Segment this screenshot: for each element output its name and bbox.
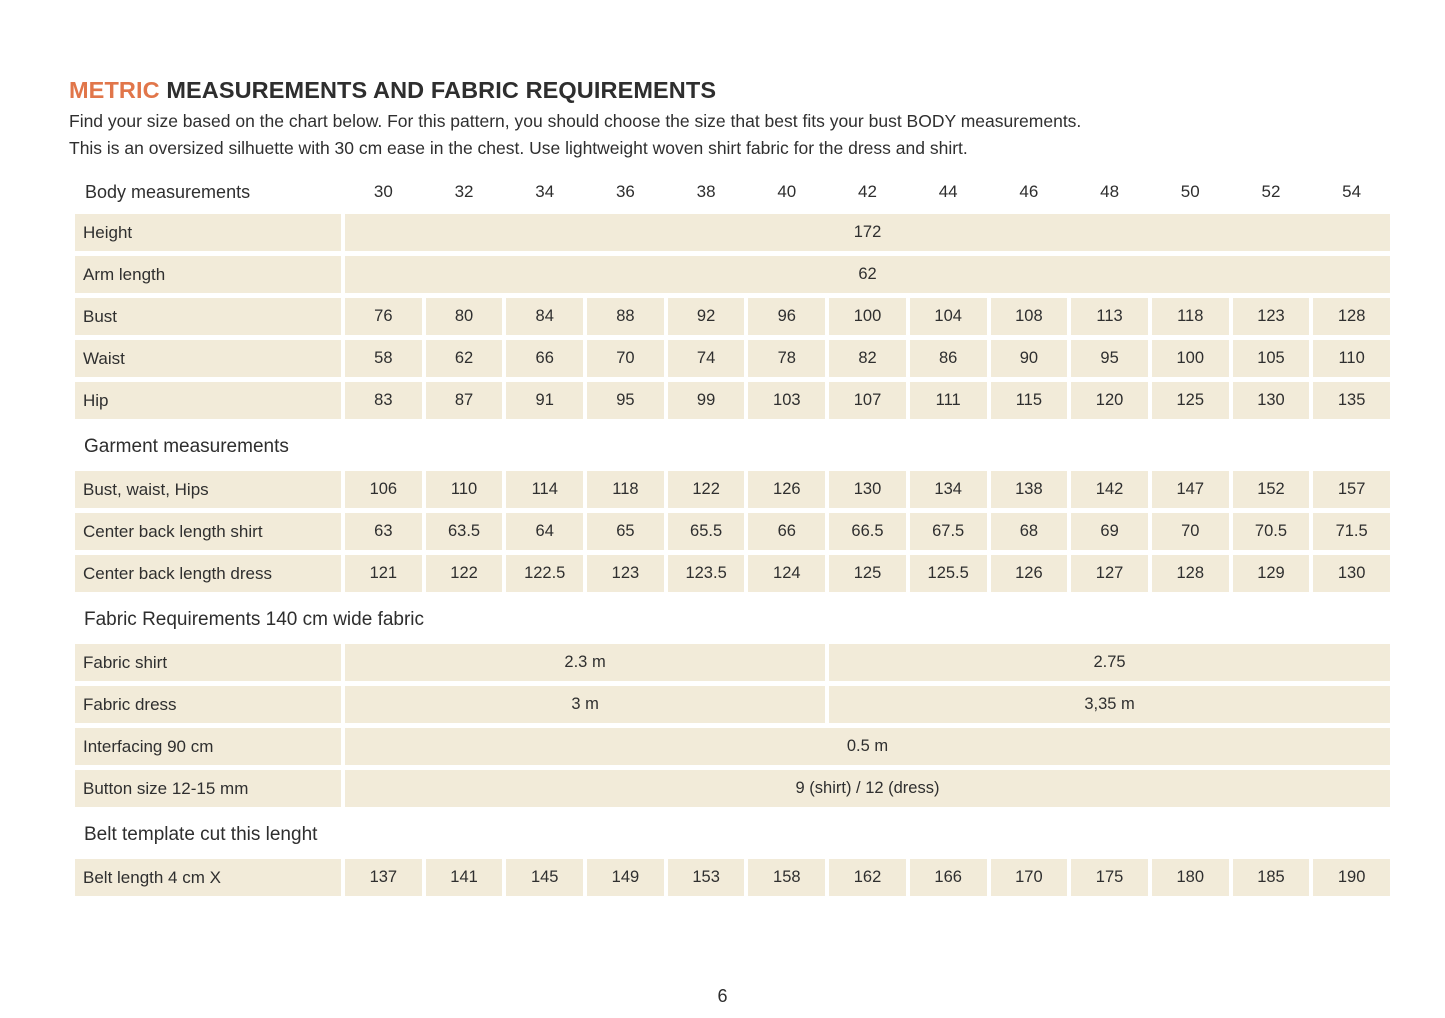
value-cell: 114 [506, 471, 583, 508]
value-cell: 65.5 [668, 513, 745, 550]
row-label-cell: Bust [75, 298, 341, 335]
page-title-rest: MEASUREMENTS AND FABRIC REQUIREMENTS [159, 77, 717, 103]
row-label-cell: Arm length [75, 256, 341, 293]
table-row [75, 513, 1390, 550]
value-cell: 158 [748, 859, 825, 896]
table-row [75, 644, 1390, 681]
value-cell: 120 [1071, 382, 1148, 419]
value-cell: 74 [668, 340, 745, 377]
intro-line-1: Find your size based on the chart below. For this pattern, you should choose the size that best fits your bust BODY measurements. [69, 111, 1082, 131]
value-cell: 66 [748, 513, 825, 550]
table-row [75, 340, 1390, 377]
row-label-cell: Fabric shirt [75, 644, 341, 681]
spanning-value-cell: 62 [345, 256, 1390, 293]
size-header-cell: 48 [1100, 182, 1120, 201]
value-cell: 125 [829, 555, 906, 592]
value-cell: 170 [991, 859, 1068, 896]
value-cell: 128 [1152, 555, 1229, 592]
value-cell: 70.5 [1233, 513, 1310, 550]
size-header-cell: 54 [1342, 182, 1362, 201]
table-row [75, 382, 1390, 419]
table-row [75, 256, 1390, 293]
value-cell: 66 [506, 340, 583, 377]
value-cell: 125 [1152, 382, 1229, 419]
size-header-cell: 34 [535, 182, 555, 201]
table-body [75, 214, 1390, 896]
table-row [75, 555, 1390, 592]
value-cell: 63.5 [426, 513, 503, 550]
spanning-value-cell: 172 [345, 214, 1390, 251]
value-cell: 157 [1313, 471, 1390, 508]
size-header-cell: 40 [777, 182, 797, 201]
value-cell: 104 [910, 298, 987, 335]
spanning-value-cell: 0.5 m [345, 728, 1390, 765]
page-number: 6 [717, 986, 728, 1006]
table-header-row [75, 174, 1390, 210]
value-cell: 123 [587, 555, 664, 592]
value-cell: 125.5 [910, 555, 987, 592]
intro-text [69, 108, 1399, 162]
value-cell: 110 [1313, 340, 1390, 377]
value-cell: 122 [426, 555, 503, 592]
row-label-cell: Center back length shirt [75, 513, 341, 550]
size-header-cell: 36 [615, 182, 635, 201]
value-cell: 100 [829, 298, 906, 335]
row-label-cell: Hip [75, 382, 341, 419]
table-row [75, 770, 1390, 807]
table-row [75, 686, 1390, 723]
value-cell: 152 [1233, 471, 1310, 508]
value-cell: 105 [1233, 340, 1310, 377]
intro-line-2: This is an oversized silhuette with 30 cm ease in the chest. Use lightweight woven shirt fabric for the dress and shirt. [69, 138, 968, 158]
value-cell: 118 [587, 471, 664, 508]
value-cell: 128 [1313, 298, 1390, 335]
table-row [75, 298, 1390, 335]
value-cell: 185 [1233, 859, 1310, 896]
value-cell: 127 [1071, 555, 1148, 592]
value-cell: 138 [991, 471, 1068, 508]
size-header-cell: 32 [454, 182, 474, 201]
spanning-value-cell: 9 (shirt) / 12 (dress) [345, 770, 1390, 807]
value-cell: 149 [587, 859, 664, 896]
value-cell: 96 [748, 298, 825, 335]
size-header-cell: 50 [1180, 182, 1200, 201]
value-cell: 122.5 [506, 555, 583, 592]
section-heading: Garment measurements [84, 436, 289, 457]
row-label-cell: Button size 12-15 mm [75, 770, 341, 807]
value-cell: 111 [910, 382, 987, 419]
value-cell: 67.5 [910, 513, 987, 550]
value-cell: 113 [1071, 298, 1148, 335]
value-cell: 88 [587, 298, 664, 335]
value-cell: 137 [345, 859, 422, 896]
value-cell: 126 [748, 471, 825, 508]
spanning-value-cell-right: 2.75 [829, 644, 1390, 681]
size-header-cell: 52 [1261, 182, 1281, 201]
value-cell: 141 [426, 859, 503, 896]
value-cell: 95 [1071, 340, 1148, 377]
page-title-highlight: METRIC [69, 77, 160, 103]
value-cell: 123 [1233, 298, 1310, 335]
value-cell: 175 [1071, 859, 1148, 896]
value-cell: 69 [1071, 513, 1148, 550]
value-cell: 123.5 [668, 555, 745, 592]
value-cell: 84 [506, 298, 583, 335]
value-cell: 99 [668, 382, 745, 419]
table-row [75, 214, 1390, 251]
value-cell: 145 [506, 859, 583, 896]
size-header-cell: 46 [1019, 182, 1039, 201]
value-cell: 58 [345, 340, 422, 377]
value-cell: 166 [910, 859, 987, 896]
row-label-cell: Interfacing 90 cm [75, 728, 341, 765]
value-cell: 80 [426, 298, 503, 335]
value-cell: 86 [910, 340, 987, 377]
value-cell: 180 [1152, 859, 1229, 896]
value-cell: 153 [668, 859, 745, 896]
table-row [75, 859, 1390, 896]
value-cell: 130 [829, 471, 906, 508]
value-cell: 108 [991, 298, 1068, 335]
value-cell: 95 [587, 382, 664, 419]
size-header-cell: 38 [696, 182, 716, 201]
size-header-cell: 44 [938, 182, 958, 201]
row-label-cell: Belt length 4 cm X [75, 859, 341, 896]
value-cell: 122 [668, 471, 745, 508]
spanning-value-cell-left: 3 m [345, 686, 825, 723]
value-cell: 65 [587, 513, 664, 550]
table-row [75, 471, 1390, 508]
value-cell: 83 [345, 382, 422, 419]
value-cell: 71.5 [1313, 513, 1390, 550]
value-cell: 130 [1313, 555, 1390, 592]
value-cell: 106 [345, 471, 422, 508]
value-cell: 142 [1071, 471, 1148, 508]
value-cell: 126 [991, 555, 1068, 592]
size-header-cell: 42 [858, 182, 877, 201]
value-cell: 70 [1152, 513, 1229, 550]
value-cell: 115 [991, 382, 1068, 419]
value-cell: 82 [829, 340, 906, 377]
value-cell: 162 [829, 859, 906, 896]
value-cell: 124 [748, 555, 825, 592]
row-label-cell: Center back length dress [75, 555, 341, 592]
page-title [69, 77, 716, 104]
value-cell: 100 [1152, 340, 1229, 377]
value-cell: 91 [506, 382, 583, 419]
value-cell: 147 [1152, 471, 1229, 508]
value-cell: 66.5 [829, 513, 906, 550]
row-label-cell: Waist [75, 340, 341, 377]
value-cell: 70 [587, 340, 664, 377]
row-label-cell: Height [75, 214, 341, 251]
value-cell: 134 [910, 471, 987, 508]
value-cell: 190 [1313, 859, 1390, 896]
section-heading: Belt template cut this lenght [84, 824, 318, 845]
value-cell: 130 [1233, 382, 1310, 419]
value-cell: 121 [345, 555, 422, 592]
value-cell: 135 [1313, 382, 1390, 419]
value-cell: 64 [506, 513, 583, 550]
value-cell: 63 [345, 513, 422, 550]
value-cell: 118 [1152, 298, 1229, 335]
value-cell: 76 [345, 298, 422, 335]
table-row [75, 728, 1390, 765]
table-header-label: Body measurements [85, 181, 251, 202]
value-cell: 78 [748, 340, 825, 377]
spanning-value-cell-right: 3,35 m [829, 686, 1390, 723]
value-cell: 110 [426, 471, 503, 508]
value-cell: 87 [426, 382, 503, 419]
value-cell: 62 [426, 340, 503, 377]
size-header-cell: 30 [373, 182, 393, 201]
spanning-value-cell-left: 2.3 m [345, 644, 825, 681]
value-cell: 68 [991, 513, 1068, 550]
value-cell: 107 [829, 382, 906, 419]
size-chart-table [75, 174, 1390, 901]
section-heading: Fabric Requirements 140 cm wide fabric [84, 609, 425, 630]
value-cell: 90 [991, 340, 1068, 377]
value-cell: 92 [668, 298, 745, 335]
row-label-cell: Bust, waist, Hips [75, 471, 341, 508]
row-label-cell: Fabric dress [75, 686, 341, 723]
value-cell: 103 [748, 382, 825, 419]
value-cell: 129 [1233, 555, 1310, 592]
